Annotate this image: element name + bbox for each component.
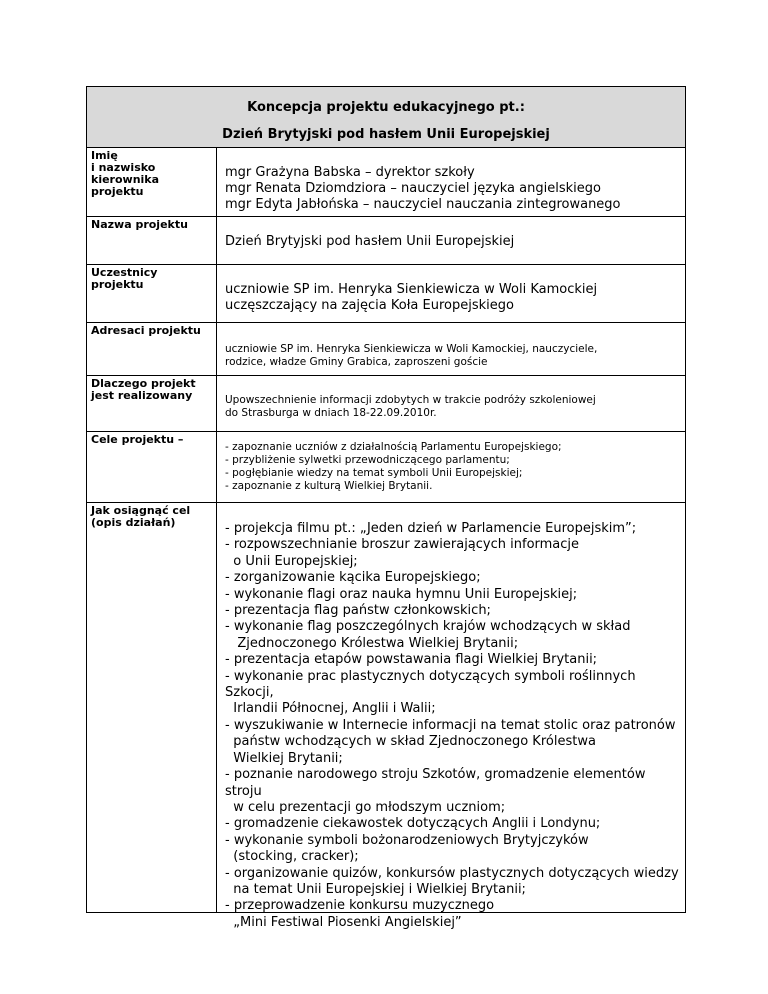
text-line: (stocking, cracker); (225, 849, 359, 865)
row-content (217, 217, 685, 264)
row-goals (87, 432, 685, 503)
text-line: - prezentacja etapów powstawania flagi Wielkiej Brytanii; (225, 652, 598, 668)
row-label: Cele projektu – (87, 432, 217, 502)
row-content (217, 148, 685, 216)
text-line: - projekcja filmu pt.: „Jeden dzień w Parlamencie Europejskim”; (225, 521, 637, 536)
row-label: Dlaczego projekt jest realizowany (87, 376, 217, 431)
text-line: Zjednoczonego Królestwa Wielkiej Brytanii; (225, 635, 519, 651)
text-line: w celu prezentacji go młodszym uczniom; (225, 799, 506, 815)
text-line: - zapoznanie z kulturą Wielkiej Brytanii. (225, 480, 433, 492)
text-line: uczęszczający na zajęcia Koła Europejskiego (225, 298, 514, 313)
text-line: - wykonanie flagi oraz nauka hymnu Unii Europejskiej; (225, 586, 578, 602)
text-line: „Mini Festiwal Piosenki Angielskiej” (225, 914, 462, 930)
row-label: Adresaci projektu (87, 323, 217, 375)
text-line: Wielkiej Brytanii; (225, 750, 343, 766)
text-line: - wykonanie flag poszczególnych krajów wchodzących w skład (225, 619, 631, 635)
text-line: Irlandii Północnej, Anglii i Walii; (225, 701, 436, 717)
row-project-leaders (87, 148, 685, 217)
row-label: Nazwa projektu (87, 217, 217, 264)
document-title: Koncepcja projektu edukacyjnego pt.: (247, 100, 525, 115)
text-line: - organizowanie quizów, konkursów plastycznych dotyczących wiedzy (225, 865, 679, 881)
text-line: na temat Unii Europejskiej i Wielkiej Brytanii; (225, 881, 526, 897)
row-label: Imię i nazwisko kierownika projektu (87, 148, 217, 216)
row-label: Uczestnicy projektu (87, 265, 217, 322)
row-participants (87, 265, 685, 323)
text-line: - przeprowadzenie konkursu muzycznego (225, 898, 495, 914)
row-content (217, 432, 685, 502)
row-why (87, 376, 685, 432)
row-project-name (87, 217, 685, 265)
text-line: - pogłębianie wiedzy na temat symboli Unii Europejskiej; (225, 467, 523, 479)
text-line: mgr Grażyna Babska – dyrektor szkoły (225, 165, 475, 180)
text-line: - poznanie narodowego stroju Szkotów, gromadzenie elementów (225, 767, 646, 783)
text-line: o Unii Europejskiej; (225, 553, 358, 569)
row-content (217, 503, 685, 930)
row-label: Jak osiągnąć cel (opis działań) (87, 503, 217, 912)
text-line: - prezentacja flag państw członkowskich; (225, 603, 491, 619)
text-line: Upowszechnienie informacji zdobytych w trakcie podróży szkoleniowej (225, 394, 596, 406)
text-line: mgr Edyta Jabłońska – nauczyciel nauczania zintegrowanego (225, 197, 621, 212)
text-line: państw wchodzących w skład Zjednoczonego Królestwa (225, 734, 596, 750)
row-recipients (87, 323, 685, 376)
text-line: mgr Renata Dziomdziora – nauczyciel języka angielskiego (225, 181, 601, 196)
project-table (86, 86, 686, 930)
text-line: - zapoznanie uczniów z działalnością Parlamentu Europejskiego; (225, 441, 562, 453)
text-line: do Strasburga w dniach 18-22.09.2010r. (225, 407, 437, 419)
text-line: - gromadzenie ciekawostek dotyczących Anglii i Londynu; (225, 816, 601, 832)
text-line: uczniowie SP im. Henryka Sienkiewicza w Woli Kamockiej (225, 282, 598, 297)
text-line: - rozpowszechnianie broszur zawierających informacje (225, 537, 580, 553)
text-line: - wyszukiwanie w Internecie informacji na temat stolic oraz patronów (225, 717, 676, 733)
text-line: uczniowie SP im. Henryka Sienkiewicza w Woli Kamockiej, nauczyciele, (225, 343, 598, 355)
text-line: stroju (225, 783, 262, 799)
row-content (217, 265, 685, 322)
text-line: Dzień Brytyjski pod hasłem Unii Europejskiej (225, 234, 515, 249)
text-line: - wykonanie symboli bożonarodzeniowych Brytyjczyków (225, 832, 589, 848)
text-line: rodzice, władze Gminy Grabica, zaproszeni goście (225, 356, 488, 368)
row-actions (87, 503, 685, 930)
table-header (87, 87, 685, 148)
row-content (217, 323, 685, 375)
text-line: Szkocji, (225, 685, 274, 701)
text-line: - wykonanie prac plastycznych dotyczących symboli roślinnych (225, 668, 636, 684)
text-line: - zorganizowanie kącika Europejskiego; (225, 570, 481, 586)
project-title: Dzień Brytyjski pod hasłem Unii Europejskiej (222, 127, 550, 142)
row-content (217, 376, 685, 431)
text-line: - przybliżenie sylwetki przewodniczącego parlamentu; (225, 454, 510, 466)
